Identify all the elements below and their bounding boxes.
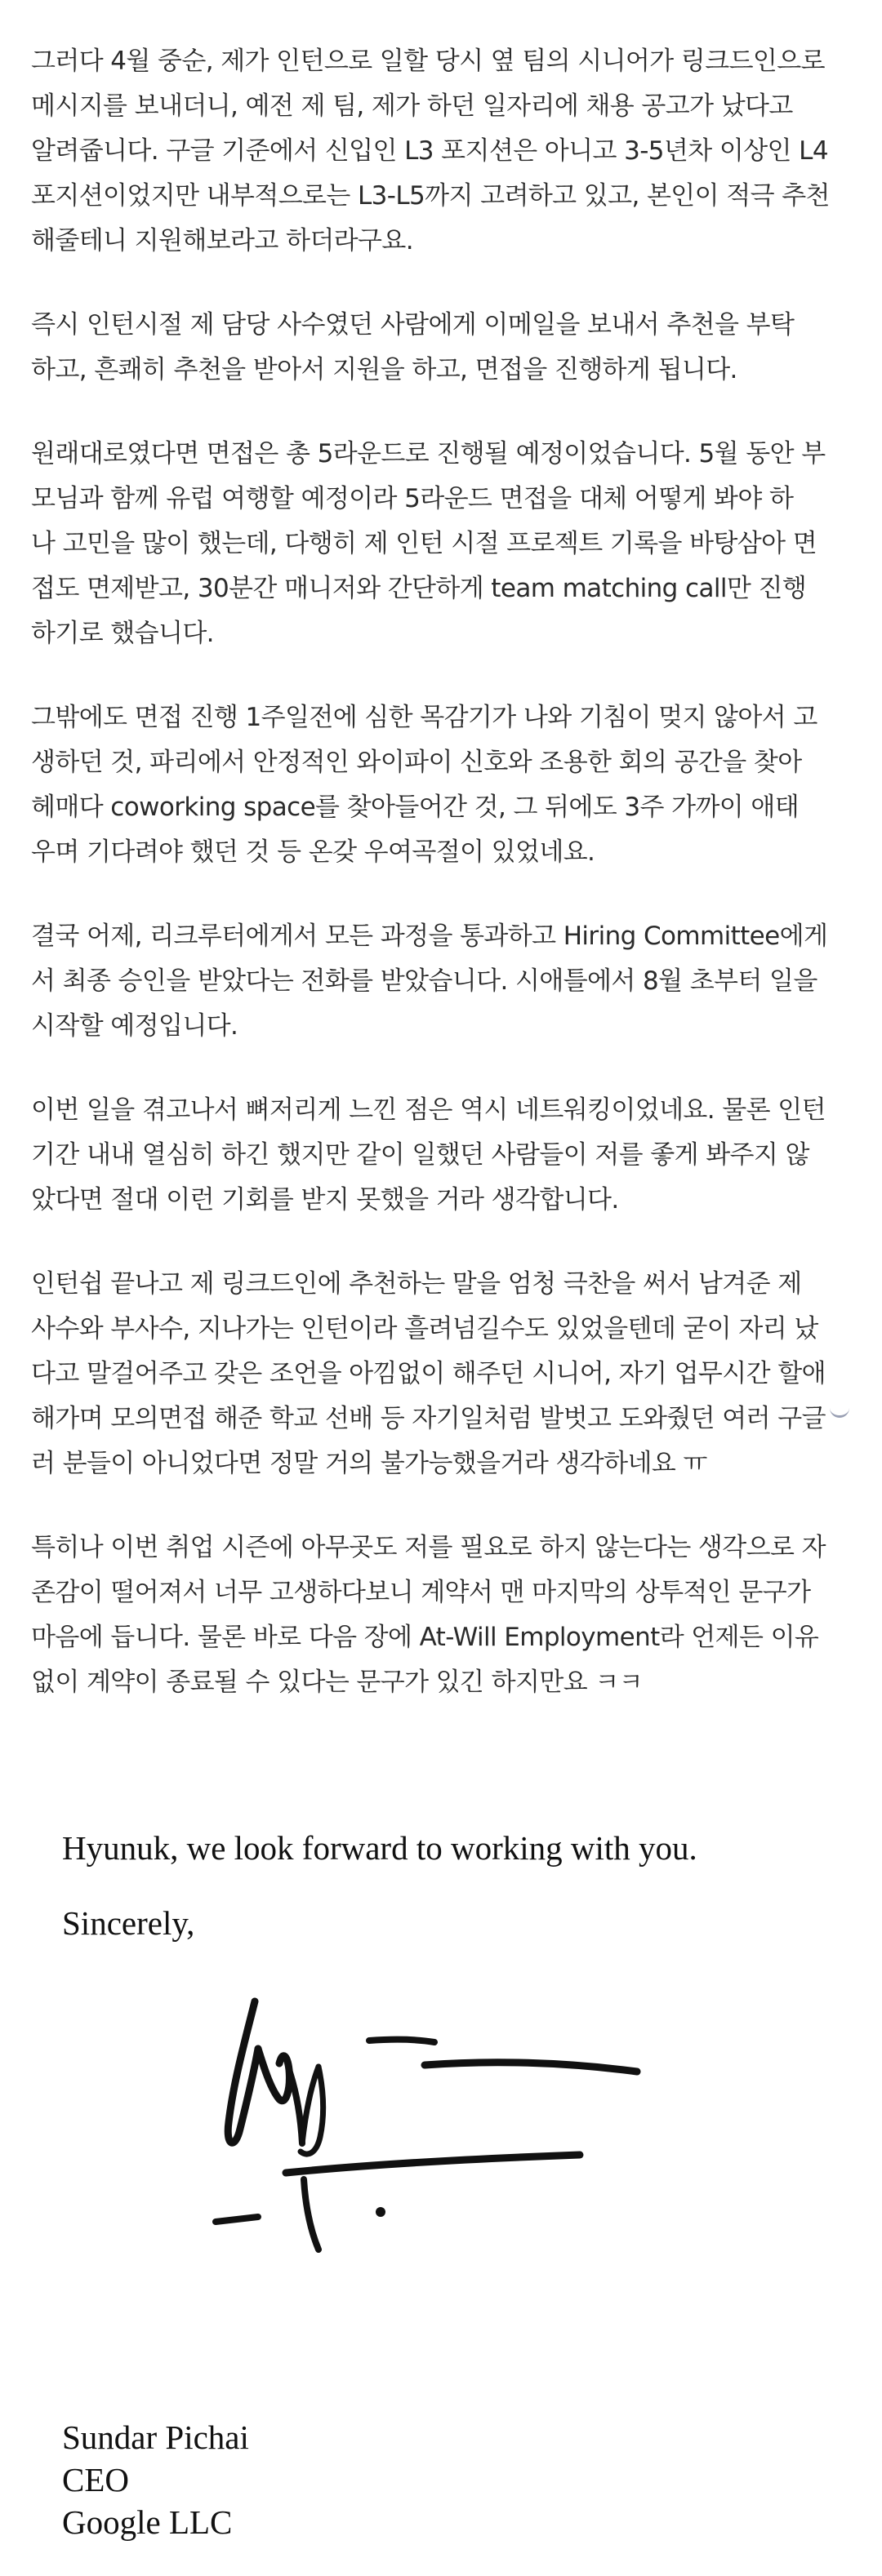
paragraph-2 xyxy=(31,303,848,393)
text-line: 시작할 예정입니다. xyxy=(31,1011,238,1041)
text-line: 았다면 절대 이런 기회를 받지 못했을 거라 생각합니다. xyxy=(31,1185,619,1215)
text-line: 결국 어제, 리크루터에게서 모든 과정을 통과하고 Hiring Committee에게 xyxy=(31,922,828,951)
signer-title: CEO xyxy=(62,2461,129,2498)
letter-closing-line: Hyunuk, we look forward to working with you. xyxy=(62,1829,697,1867)
text-line: 존감이 떨어져서 너무 고생하다보니 계약서 맨 마지막의 상투적인 문구가 xyxy=(31,1578,811,1607)
text-line: 생하던 것, 파리에서 안정적인 와이파이 신호와 조용한 회의 공간을 찾아 xyxy=(31,748,802,777)
paragraph-1 xyxy=(31,39,848,264)
text-line: 이번 일을 겪고나서 뼈저리게 느낀 점은 역시 네트워킹이었네요. 물론 인턴 xyxy=(31,1095,826,1125)
text-line: 우며 기다려야 했던 것 등 온갖 우여곡절이 있었네요. xyxy=(31,837,595,867)
text-line: 해가며 모의면접 해준 학교 선배 등 자기일처럼 발벗고 도와줬던 여러 구글 xyxy=(31,1404,826,1433)
text-line: 원래대로였다면 면접은 총 5라운드로 진행될 예정이었습니다. 5월 동안 부 xyxy=(31,439,826,469)
signer-name: Sundar Pichai xyxy=(62,2418,249,2456)
text-line: 마음에 듭니다. 물론 바로 다음 장에 At-Will Employment라 언제든 이유 xyxy=(31,1623,819,1652)
signer-company: Google LLC xyxy=(62,2503,233,2541)
text-line: 헤매다 coworking space를 찾아들어간 것, 그 뒤에도 3주 가까이 애태 xyxy=(31,793,800,822)
text-line: 기간 내내 열심히 하긴 했지만 같이 일했던 사람들이 저를 좋게 봐주지 않 xyxy=(31,1140,809,1170)
text-line: 해줄테니 지원해보라고 하더라구요. xyxy=(31,226,413,255)
text-line: 메시지를 보내더니, 예전 제 팀, 제가 하던 일자리에 채용 공고가 났다고 xyxy=(31,91,793,121)
text-line: 포지션이었지만 내부적으로는 L3-L5까지 고려하고 있고, 본인이 적극 추천 xyxy=(31,181,830,211)
letter-sincerely: Sincerely, xyxy=(62,1904,195,1942)
text-line: 특히나 이번 취업 시즌에 아무곳도 저를 필요로 하지 않는다는 생각으로 자 xyxy=(31,1533,826,1562)
paragraph-6 xyxy=(31,1088,848,1223)
paragraph-8 xyxy=(31,1526,848,1705)
text-line: 사수와 부사수, 지나가는 인턴이라 흘려넘길수도 있었을텐데 굳이 자리 났 xyxy=(31,1314,818,1344)
paragraph-5 xyxy=(31,914,848,1049)
post-body xyxy=(31,39,848,1744)
text-line: 인턴쉽 끝나고 제 링크드인에 추천하는 말을 엄청 극찬을 써서 남겨준 제 xyxy=(31,1269,802,1299)
text-line: 접도 면제받고, 30분간 매니저와 간단하게 team matching call만 진행 xyxy=(31,574,807,603)
text-line: 알려줍니다. 구글 기준에서 신입인 L3 포지션은 아니고 3-5년차 이상인 L4 xyxy=(31,136,828,166)
text-line: 없이 계약이 종료될 수 있다는 문구가 있긴 하지만요 ㅋㅋ xyxy=(31,1668,643,1697)
text-line: 하기로 했습니다. xyxy=(31,619,214,648)
text-line: 나 고민을 많이 했는데, 다행히 제 인턴 시절 프로젝트 기록을 바탕삼아 면 xyxy=(31,529,817,558)
signature-block xyxy=(62,2416,249,2543)
text-line: 즉시 인턴시절 제 담당 사수였던 사람에게 이메일을 보내서 추천을 부탁 xyxy=(31,310,795,340)
paragraph-7 xyxy=(31,1262,848,1486)
text-line: 서 최종 승인을 받았다는 전화를 받았습니다. 시애틀에서 8월 초부터 일을 xyxy=(31,966,817,996)
text-line: 다고 말걸어주고 갖은 조언을 아낌없이 해주던 시니어, 자기 업무시간 할애 xyxy=(31,1359,826,1388)
text-line: 하고, 흔쾌히 추천을 받아서 지원을 하고, 면접을 진행하게 됩니다. xyxy=(31,355,737,384)
text-line: 러 분들이 아니었다면 정말 거의 불가능했을거라 생각하네요 ㅠ xyxy=(31,1449,707,1478)
text-line: 모님과 함께 유럽 여행할 예정이라 5라운드 면접을 대체 어떻게 봐야 하 xyxy=(31,484,794,513)
paragraph-4 xyxy=(31,695,848,875)
text-line: 그밖에도 면접 진행 1주일전에 심한 목감기가 나와 기침이 멎지 않아서 고 xyxy=(31,703,817,732)
paragraph-3 xyxy=(31,432,848,656)
handwritten-signature xyxy=(180,1992,686,2253)
text-line: 그러다 4월 중순, 제가 인턴으로 일할 당시 옆 팀의 시니어가 링크드인으로 xyxy=(31,47,825,76)
